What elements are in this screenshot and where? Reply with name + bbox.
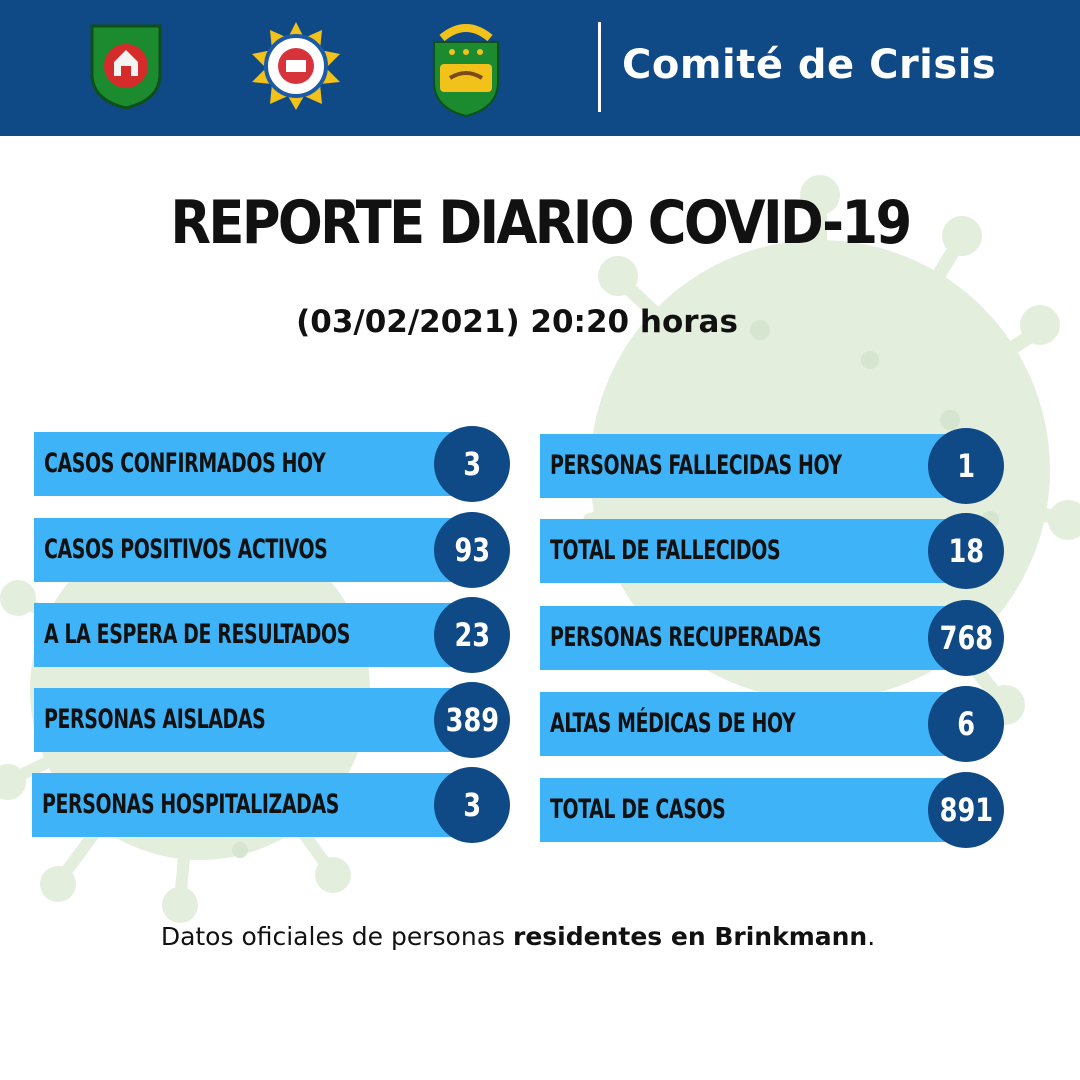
stat-value-badge: 768: [928, 600, 1004, 676]
stat-total-de-casos: [540, 778, 1004, 842]
header-bar: [0, 0, 1080, 136]
stat-casos-confirmados-hoy: [34, 432, 510, 496]
stat-label: TOTAL DE CASOS: [550, 794, 726, 825]
stat-label: TOTAL DE FALLECIDOS: [550, 535, 781, 566]
stat-label: PERSONAS HOSPITALIZADAS: [42, 789, 340, 820]
stat-personas-hospitalizadas: [32, 773, 510, 837]
stat-value-badge: 6: [928, 686, 1004, 762]
report-title: REPORTE DIARIO COVID-19: [170, 188, 910, 258]
report-datetime: (03/02/2021) 20:20 horas: [296, 304, 738, 340]
stat-label: PERSONAS AISLADAS: [44, 704, 266, 735]
policia-cordoba-badge-icon: [250, 20, 342, 112]
footer-prefix: Datos oficiales de personas: [160, 922, 513, 951]
stat-personas-recuperadas: [540, 606, 1004, 670]
stat-altas-medicas-de-hoy: [540, 692, 1004, 756]
bomberos-shield-icon: [88, 22, 164, 110]
stat-label: CASOS POSITIVOS ACTIVOS: [44, 534, 328, 565]
stat-casos-positivos-activos: [34, 518, 510, 582]
stat-a-la-espera-de-resultados: [34, 603, 510, 667]
footer-suffix: .: [867, 922, 876, 951]
footer-note: [0, 922, 1036, 951]
stat-personas-aisladas: [34, 688, 510, 752]
stat-value-badge: 1: [928, 428, 1004, 504]
stat-value-badge: 93: [434, 512, 510, 588]
stat-label: A LA ESPERA DE RESULTADOS: [44, 619, 350, 650]
stat-label: PERSONAS RECUPERADAS: [550, 622, 822, 653]
stat-value-badge: 3: [434, 426, 510, 502]
stat-value-badge: 23: [434, 597, 510, 673]
stat-label: PERSONAS FALLECIDAS HOY: [550, 450, 842, 481]
footer-emphasis: residentes en Brinkmann: [513, 922, 868, 951]
stat-value-badge: 891: [928, 772, 1004, 848]
stat-value-badge: 3: [434, 767, 510, 843]
header-title: Comité de Crisis: [622, 42, 997, 88]
stat-label: ALTAS MÉDICAS DE HOY: [550, 708, 796, 739]
header-divider: [598, 22, 601, 112]
stat-personas-fallecidas-hoy: [540, 434, 1004, 498]
stat-label: CASOS CONFIRMADOS HOY: [44, 448, 326, 479]
stat-value-badge: 18: [928, 513, 1004, 589]
brinkmann-coat-of-arms-icon: [430, 16, 502, 118]
stat-value-badge: 389: [434, 682, 510, 758]
stat-total-de-fallecidos: [540, 519, 1004, 583]
